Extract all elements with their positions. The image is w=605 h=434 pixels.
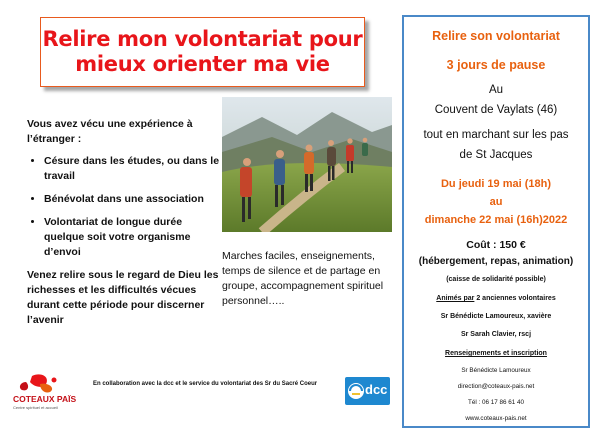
cost-detail: (hébergement, repas, animation) xyxy=(418,256,574,267)
intro-text: Vous avez vécu une expérience à l’étranger : xyxy=(27,118,193,145)
left-column xyxy=(27,117,223,328)
contact-website[interactable]: www.coteaux-pais.net xyxy=(465,415,527,422)
flyer-title-line1: Relire mon volontariat pour xyxy=(42,27,363,51)
closing-text: Venez relire sous le regard de Dieu les richesses et les difficultés vécues durant cette période pour discerner l’avenir xyxy=(27,269,219,326)
hikers-photo xyxy=(222,97,392,232)
activities-text: Marches faciles, enseignements, temps de silence et de partage en groupe, accompagnement spirituel personnel….. xyxy=(222,250,384,307)
flyer-title-line2: mieux orienter ma vie xyxy=(75,52,330,76)
logo-tagline: Centre spirituel et accueil xyxy=(13,405,58,410)
event-details-box xyxy=(402,15,590,428)
walk-line1: tout en marchant sur les pas xyxy=(423,129,569,141)
event-heading: Relire son volontariat xyxy=(432,29,560,43)
facilitators-label: Animés par xyxy=(436,295,475,302)
flyer-title xyxy=(40,17,365,87)
facilitators-count: 2 anciennes volontaires xyxy=(476,295,556,302)
collaboration-note: En collaboration avec la dcc et le service du volontariat des Sr du Sacré Coeur xyxy=(93,381,318,387)
date-connector: au xyxy=(489,196,503,208)
event-subheading: 3 jours de pause xyxy=(446,58,546,72)
list-item: • Césure dans les études, ou dans le travail xyxy=(44,154,223,184)
location-name: Couvent de Vaylats (46) xyxy=(434,104,558,116)
contact-name: Sr Bénédicte Lamoureux xyxy=(461,367,531,374)
facilitators-line xyxy=(404,295,588,302)
cost: Coût : 150 € xyxy=(466,239,526,251)
list-item: • Volontariat de longue durée quelque soit votre organisme d’envoi xyxy=(44,215,223,260)
walk-line2: de St Jacques xyxy=(459,149,533,161)
dcc-logo xyxy=(345,377,390,405)
dcc-label: dcc xyxy=(365,382,388,397)
solidarity-note: (caisse de solidarité possible) xyxy=(446,276,546,283)
list-item: • Bénévolat dans une association xyxy=(44,192,223,207)
logo-name: COTEAUX PAÏS xyxy=(13,394,77,404)
end-date: dimanche 22 mai (16h)2022 xyxy=(424,214,568,226)
info-heading: Renseignements et inscription xyxy=(445,350,547,357)
facilitator-2: Sr Sarah Clavier, rscj xyxy=(460,331,532,338)
facilitator-1: Sr Bénédicte Lamoureux, xavière xyxy=(440,313,552,320)
start-date: Du jeudi 19 mai (18h) xyxy=(440,178,552,190)
contact-phone: Tél : 06 17 86 61 40 xyxy=(467,399,524,406)
experience-list xyxy=(27,154,223,260)
location-prefix: Au xyxy=(488,84,504,96)
coteaux-pais-logo xyxy=(10,372,92,414)
contact-email[interactable]: direction@coteaux-pais.net xyxy=(457,383,535,390)
